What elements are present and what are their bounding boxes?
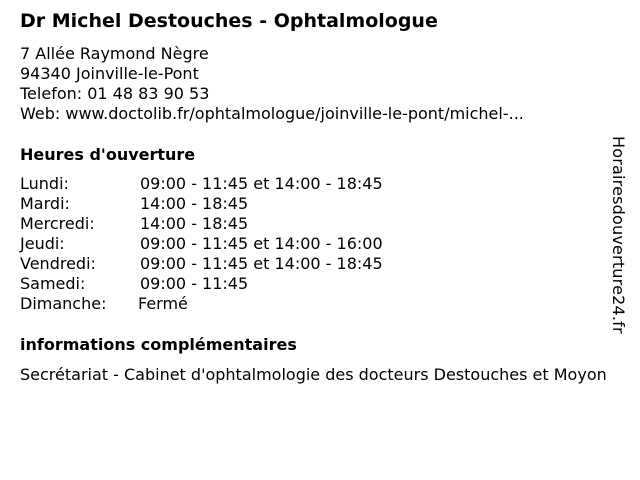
- hours-row-jeudi: [20, 234, 383, 254]
- day-label: Vendredi:: [20, 254, 96, 273]
- hours-value: 09:00 - 11:45 et 14:00 - 18:45: [140, 174, 383, 193]
- extra-info-text: Secrétariat - Cabinet d'ophtalmologie des docteurs Destouches et Moyon: [20, 365, 607, 384]
- hours-row-mardi: [20, 194, 383, 214]
- website-link[interactable]: Web: www.doctolib.fr/ophtalmologue/joinville-le-pont/michel-...: [20, 104, 524, 123]
- site-watermark: Horairesdouverture24.fr: [609, 136, 628, 334]
- address-block: [20, 44, 524, 124]
- hours-row-vendredi: [20, 254, 383, 274]
- hours-heading: Heures d'ouverture: [20, 145, 196, 164]
- day-label: Jeudi:: [20, 234, 65, 253]
- hours-value: 09:00 - 11:45: [140, 274, 249, 293]
- hours-row-samedi: [20, 274, 383, 294]
- day-label: Dimanche:: [20, 294, 107, 313]
- day-label: Lundi:: [20, 174, 69, 193]
- hours-table: [20, 174, 383, 314]
- day-label: Mardi:: [20, 194, 70, 213]
- extra-info-heading: informations complémentaires: [20, 335, 297, 354]
- hours-value: 09:00 - 11:45 et 14:00 - 16:00: [140, 234, 383, 253]
- hours-row-dimanche: [20, 294, 383, 314]
- page-title: Dr Michel Destouches - Ophtalmologue: [20, 10, 438, 32]
- city-address: 94340 Joinville-le-Pont: [20, 64, 199, 83]
- hours-row-mercredi: [20, 214, 383, 234]
- hours-row-lundi: [20, 174, 383, 194]
- phone-number: Telefon: 01 48 83 90 53: [20, 84, 210, 103]
- street-address: 7 Allée Raymond Nègre: [20, 44, 209, 63]
- day-label: Samedi:: [20, 274, 86, 293]
- hours-value: Fermé: [138, 294, 188, 313]
- day-label: Mercredi:: [20, 214, 95, 233]
- hours-value: 09:00 - 11:45 et 14:00 - 18:45: [140, 254, 383, 273]
- hours-value: 14:00 - 18:45: [140, 194, 249, 213]
- hours-value: 14:00 - 18:45: [140, 214, 249, 233]
